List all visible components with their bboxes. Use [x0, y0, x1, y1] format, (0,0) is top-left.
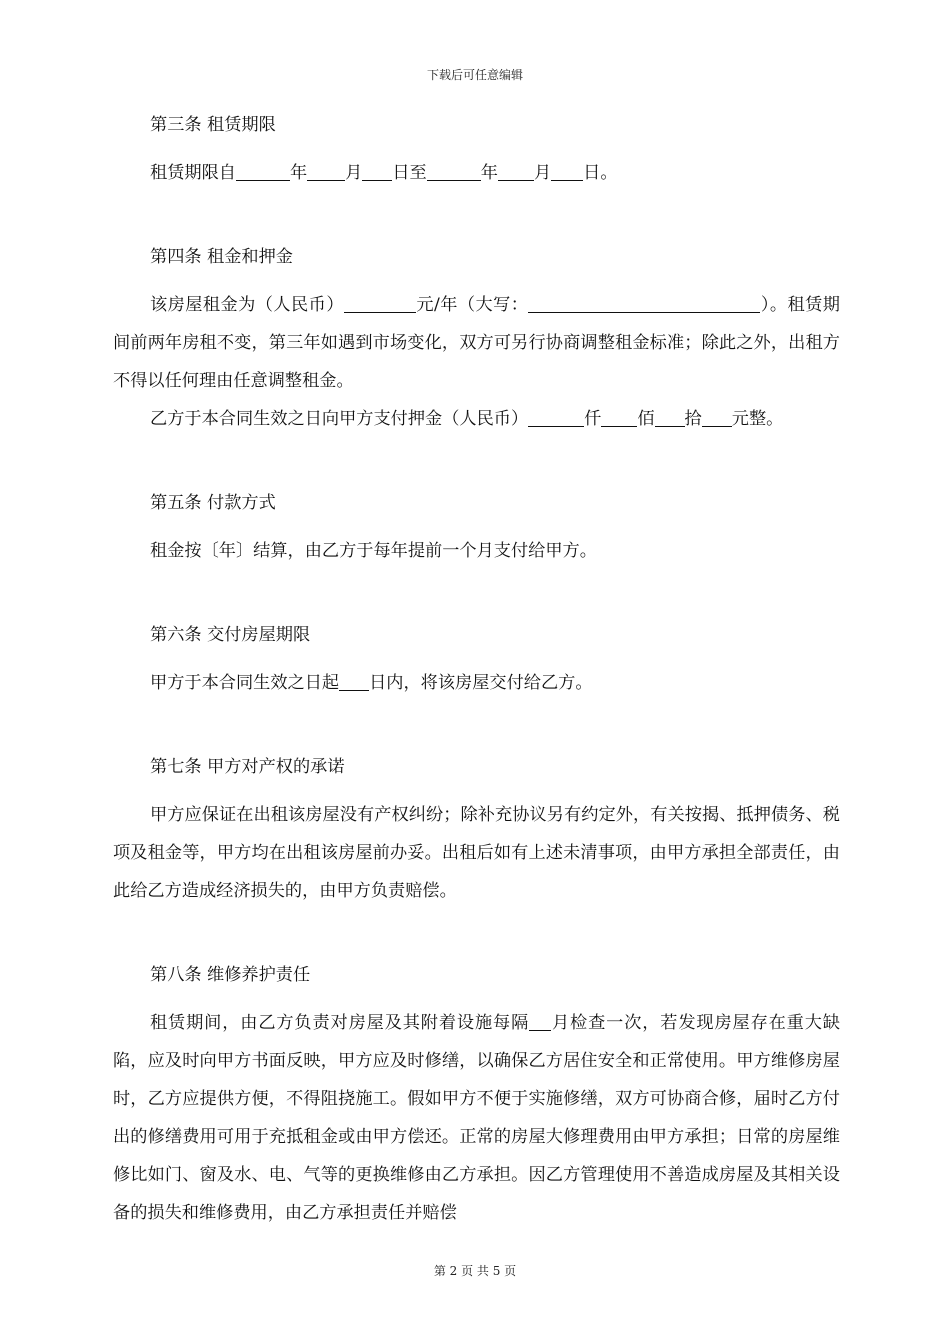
article-8-maintenance-paragraph: 租赁期间，由乙方负责对房屋及其附着设施每隔 月检查一次，若发现房屋存在重大缺陷，应及时向甲方书面反映，甲方应及时修缮，以确保乙方居住安全和正常使用。甲方维修房屋时，乙方应提供方便，不得阻挠施工。假如甲方不便于实施修缮，双方可协商合修，届时乙方付出的修缮费用可用于充抵租金或由甲方偿还。正常的房屋大修理费用由甲方承担；日常的房屋维修比如门、窗及水、电、气等的更换维修由乙方承担。因乙方管理使用不善造成房屋及其相关设备的损失和维修费用，由乙方承担责任并赔偿 [113, 1004, 840, 1232]
blank-deposit-tens [655, 402, 685, 427]
blank-rent-amount [344, 288, 416, 313]
blank-rent-in-words [528, 288, 760, 313]
article-4-rent-paragraph: 该房屋租金为（人民币） 元/年（大写： ）。租赁期间前两年房租不变，第三年如遇到市场变化，双方可另行协商调整租金标准；除此之外，出租方不得以任何理由任意调整租金。 [113, 286, 840, 400]
article-3-term-paragraph: 租赁期限自 年 月 日至 年 月 日。 [113, 154, 840, 192]
blank-deposit-hundreds [601, 402, 637, 427]
blank-start-year [236, 156, 290, 181]
blank-start-month [307, 156, 345, 181]
article-7-title: 第七条 甲方对产权的承诺 [150, 757, 345, 777]
blank-end-day [551, 156, 583, 181]
article-4-title: 第四条 租金和押金 [150, 247, 293, 267]
article-8-title: 第八条 维修养护责任 [150, 965, 311, 985]
blank-start-day [362, 156, 392, 181]
article-6-title: 第六条 交付房屋期限 [150, 625, 311, 645]
blank-end-year [427, 156, 481, 181]
page-footer: 第 2 页 共 5 页 [433, 1264, 517, 1278]
article-6-delivery-paragraph: 甲方于本合同生效之日起 日内，将该房屋交付给乙方。 [113, 664, 840, 702]
article-5-title: 第五条 付款方式 [150, 493, 276, 513]
blank-inspection-months [529, 1006, 551, 1031]
article-5-payment-paragraph: 租金按〔年〕结算，由乙方于每年提前一个月支付给甲方。 [150, 541, 597, 561]
blank-end-month [498, 156, 534, 181]
page-header: 下载后可任意编辑 [426, 68, 523, 82]
document-body [113, 106, 840, 1232]
blank-deposit-thousands [528, 402, 584, 427]
blank-deposit-units [702, 402, 732, 427]
article-4-deposit-paragraph: 乙方于本合同生效之日向甲方支付押金（人民币） 仟 佰 拾 元整。 [113, 400, 840, 438]
article-3-title: 第三条 租赁期限 [150, 115, 276, 135]
article-7-ownership-paragraph: 甲方应保证在出租该房屋没有产权纠纷；除补充协议另有约定外，有关按揭、抵押债务、税项及租金等，甲方均在出租该房屋前办妥。出租后如有上述未清事项，由甲方承担全部责任，由此给乙方造成经济损失的，由甲方负责赔偿。 [113, 805, 840, 901]
blank-delivery-days [339, 666, 369, 691]
